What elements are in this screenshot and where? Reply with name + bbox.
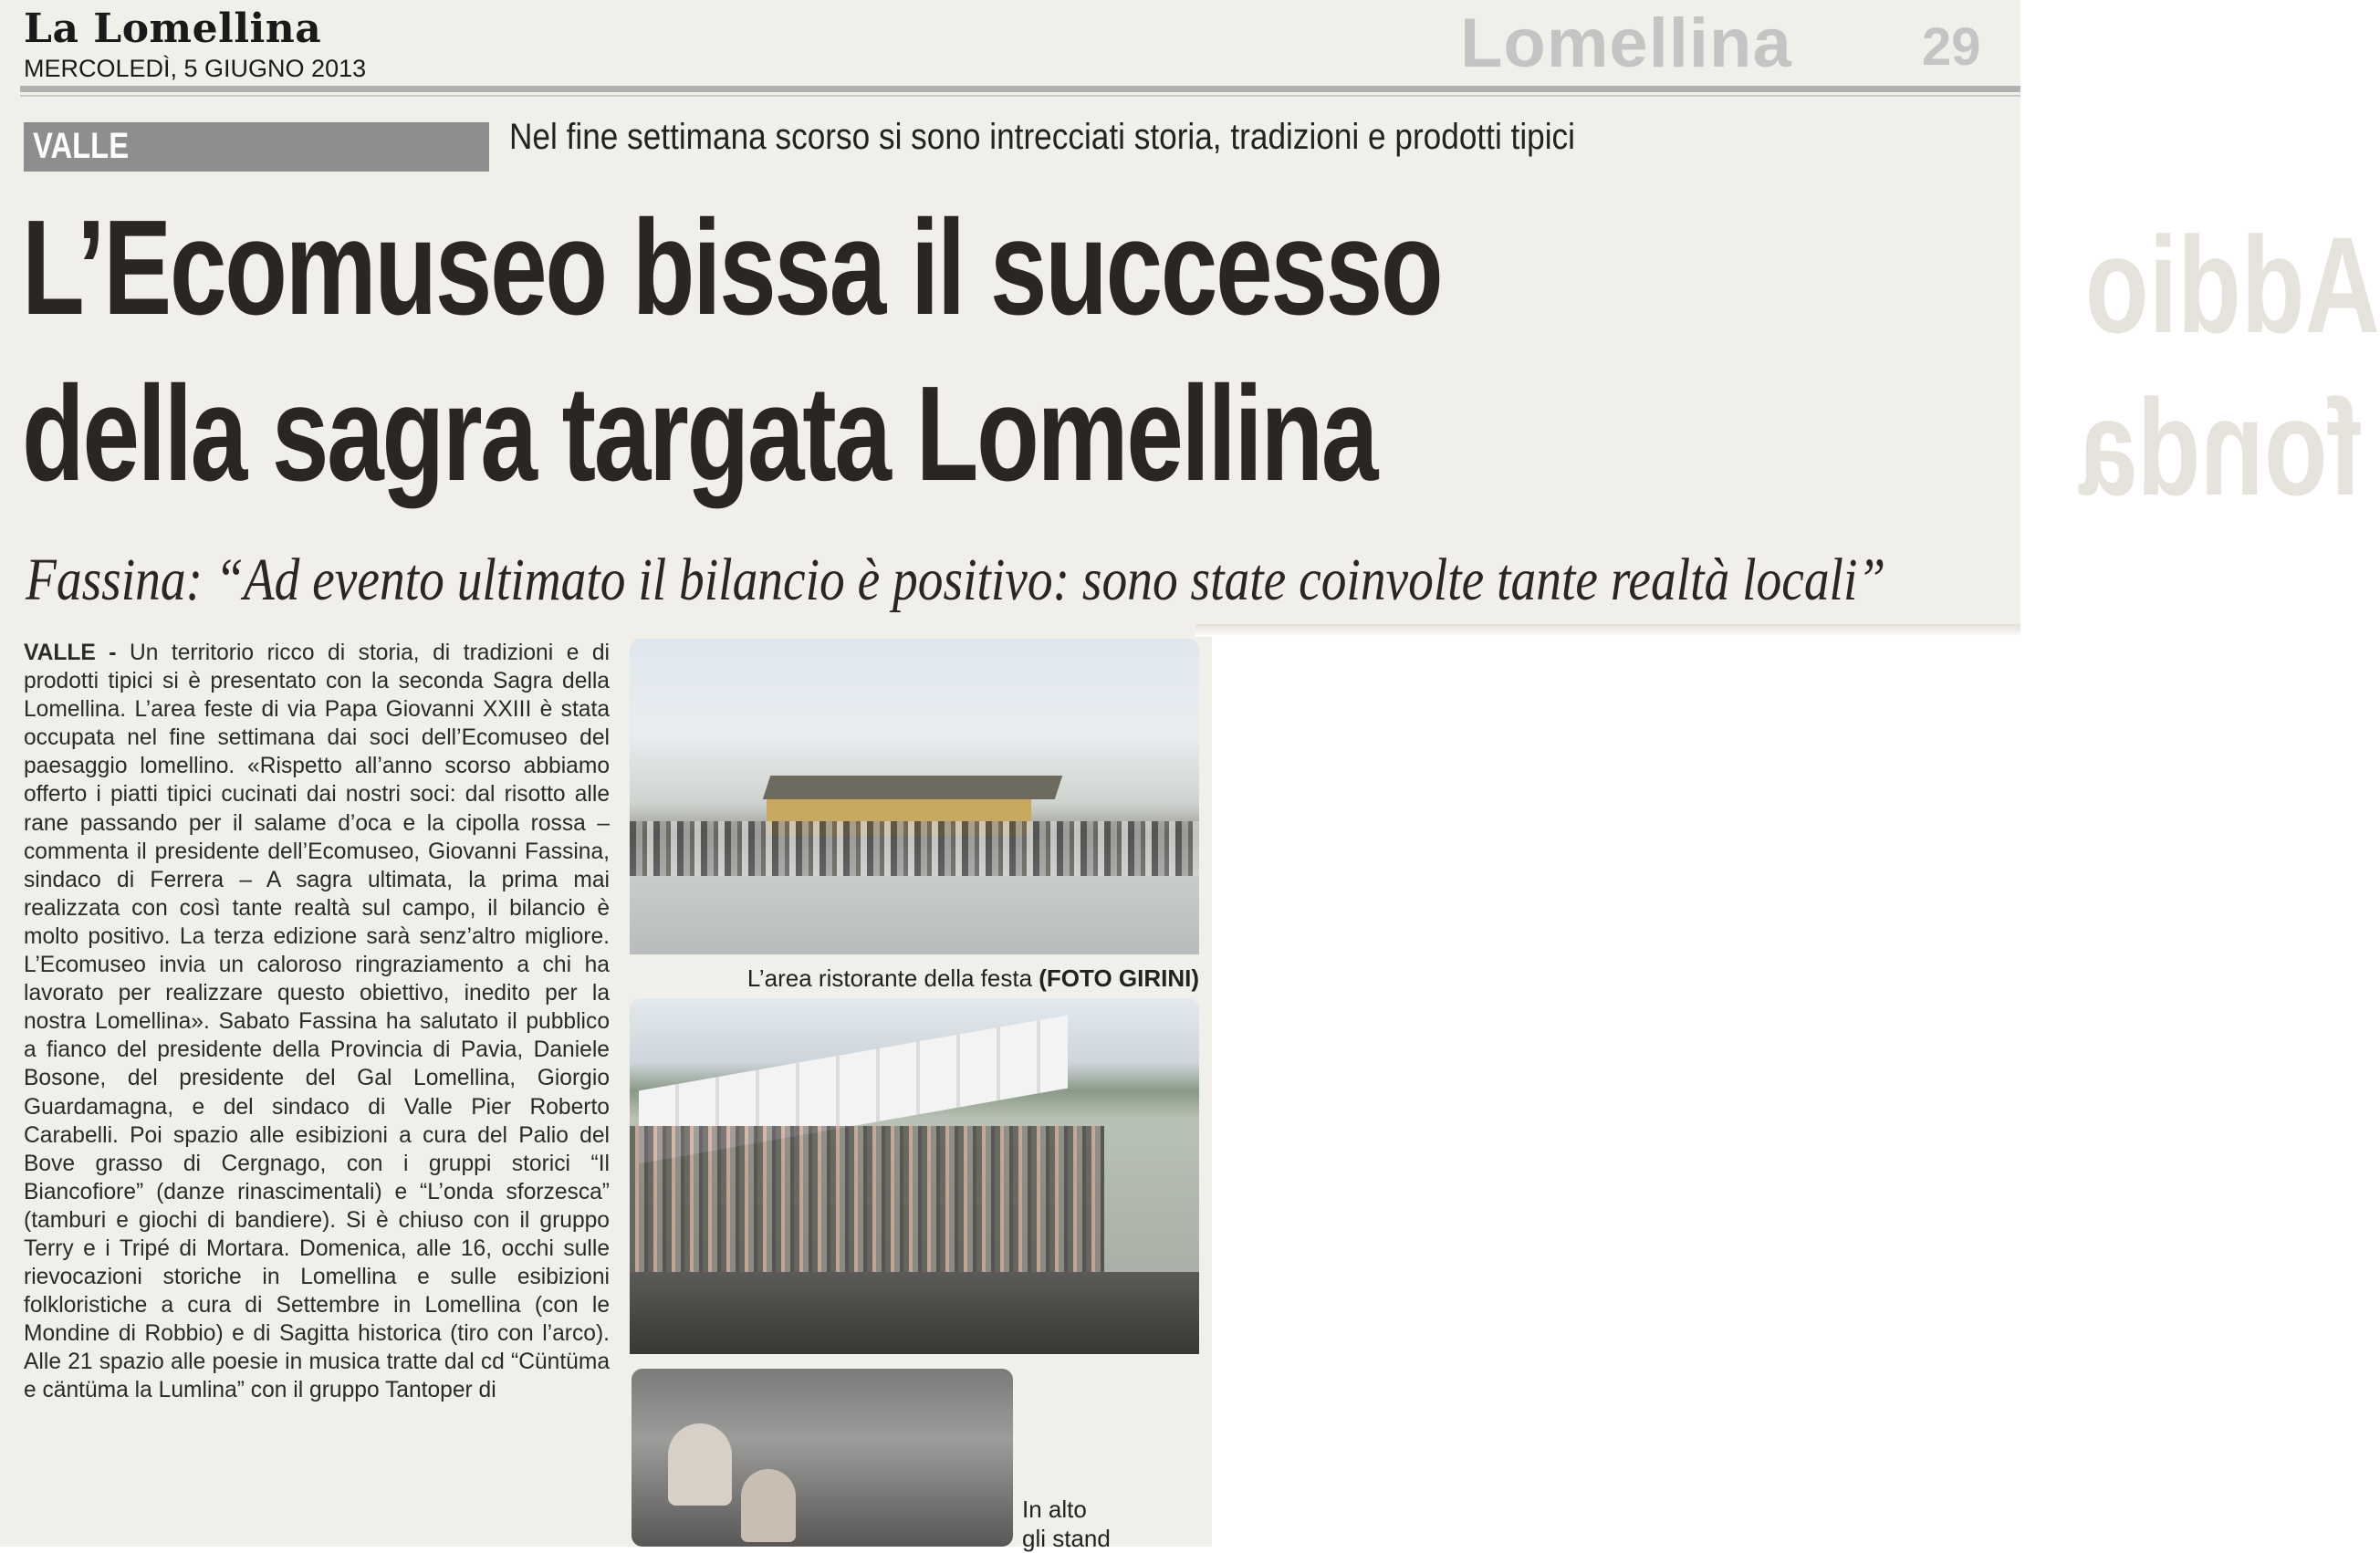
kicker-label: VALLE [33, 126, 130, 166]
subheadline: Fassina: “Ad evento ultimato il bilancio è positivo: sono state coinvolte tante realtà locali” [26, 547, 1886, 613]
torn-edge [1195, 624, 2020, 637]
issue-date: MERCOLEDÌ, 5 GIUGNO 2013 [24, 55, 367, 82]
photo-ground [630, 1272, 1199, 1354]
header-rule-thin [20, 95, 2020, 97]
photo-restaurant-area [630, 639, 1199, 954]
bleed-through-text: Addio [2084, 208, 2380, 361]
kicker-text: Nel fine settimana scorso si sono intrecciati storia, tradizioni e prodotti tipici [509, 117, 1575, 157]
photo-roof [763, 776, 1062, 799]
photo-crowd [630, 1126, 1104, 1272]
photo-caption-side [1022, 1495, 1111, 1553]
caption-line: gli stand [1022, 1525, 1111, 1552]
headline-line-2: della sagra targata Lomellina [22, 359, 1377, 509]
masthead: La Lomellina [24, 5, 322, 52]
photo-person [668, 1423, 732, 1506]
section-title: Lomellina [1460, 5, 1792, 82]
bleed-through-text: fonda [2079, 370, 2363, 524]
photo-stands [630, 998, 1199, 1354]
header-rule [20, 86, 2020, 92]
caption-line: In alto [1022, 1496, 1087, 1523]
photo-ground [630, 876, 1199, 954]
photo-speakers [632, 1369, 1013, 1547]
photo-crowd [630, 821, 1199, 876]
kicker-box [24, 122, 489, 172]
photo-person [741, 1469, 796, 1542]
page-number: 29 [1922, 17, 1981, 77]
headline-line-1: L’Ecomuseo bissa il successo [22, 193, 1442, 343]
photo-caption [630, 964, 1199, 993]
article-body [24, 639, 610, 1542]
article-dateline: VALLE - [24, 641, 117, 665]
article-text: Un territorio ricco di storia, di tradizioni e di prodotti tipici si è presentato con la seconda Sagra della Lomellina. L’area feste di via Papa Giovanni XXIII è stata occupata nel fine settimana dai soci dell’Ecomuseo del paesaggio lomellino. «Rispetto all’anno scorso abbiamo offerto i piatti tipici cucinati dai nostri soci: dal risotto alle rane passando per il salame d’oca e la cipolla rossa – commenta il presidente dell’Ecomuseo, Giovanni Fassina, sindaco di Ferrera – A sagra ultimata, la prima mai realizzata con così tante realtà sul campo, il bilancio è molto positivo. La terza edizione sarà senz’altro migliore. L’Ecomuseo invia un caloroso ringraziamento a chi ha lavorato per realizzare questo obiettivo, inedito per la nostra Lomellina». Sabato Fassina ha salutato il pubblico a fianco del presidente della Provincia di Pavia, Daniele Bosone, del presidente del Gal Lomellina, Giorgio Guardamagna, e del sindaco di Valle Pier Roberto Carabelli. Poi spazio alle esibizioni a cura del Palio del Bove grasso di Cergnago, con i gruppi storici “Il Biancofiore” (danze rinascimentali) e “L’onda sforzesca” (tamburi e giochi di bandiere). Si è chiuso con il gruppo Terry e i Tripé di Mortara. Domenica, alle 16, occhi sulle rievocazioni storiche in Lomellina e sulle esibizioni folkloristiche a cura di Settembre in Lomellina (con le Mondine di Robbio) e di Sagitta historica (tiro con l’arco). Alle 21 spazio alle poesie in musica tratte dal cd “Cüntüma e cäntüma la Lumlina” con il gruppo Tantoper di [24, 641, 611, 1403]
photo-credit: (FOTO GIRINI) [1039, 964, 1199, 992]
caption-text: L’area ristorante della festa [746, 964, 1039, 992]
